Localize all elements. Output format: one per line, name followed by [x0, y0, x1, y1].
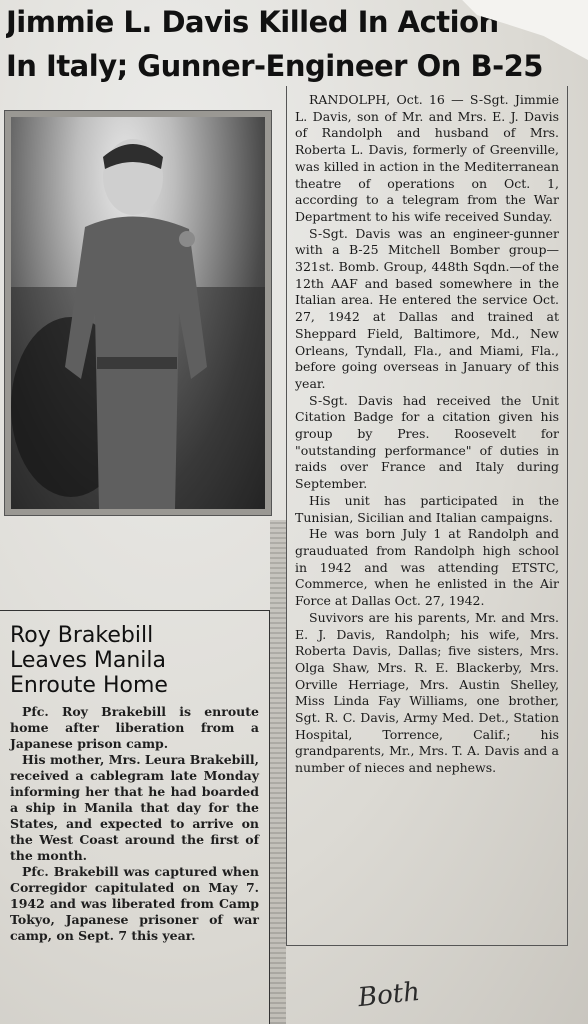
- headline-line: Enroute Home: [10, 673, 168, 698]
- paragraph: S-Sgt. Davis was an engineer-gunner with a B-25 Mitchell Bomber group—321st. Bomb. Group, 448th Sqdn.—of the 12th AAF and based somewhere in the Italian area. He entered the service Oct. 27, 1942 at Dallas and trained at Sheppard Field, Baltimore, Md., New Orleans, Tyndall, Fla., and Miami, Fla., before going overseas in January of this year.: [295, 225, 559, 391]
- paragraph: He was born July 1 at Randolph and grauduated from Randolph high school in 1942 and was attending ETSTC, Commerce, when he enlisted in the Air Force at Dallas Oct. 27, 1942.: [295, 526, 559, 609]
- paragraph: His mother, Mrs. Leura Brakebill, received a cablegram late Monday informing her that he had boarded a ship in Manila that day for the States, and expected to arrive on the West Coast around the first of the month.: [10, 752, 259, 863]
- davis-article-body: [286, 86, 568, 946]
- headline-line-1: Jimmie L. Davis Killed In Action: [6, 5, 499, 39]
- brakebill-headline: [10, 623, 259, 698]
- paragraph: Pfc. Roy Brakebill is enroute home after liberation from a Japanese prison camp.: [10, 704, 259, 751]
- brakebill-article-body: [10, 704, 259, 944]
- headline-line-2: In Italy; Gunner-Engineer On B-25: [6, 49, 543, 83]
- paragraph: Pfc. Brakebill was captured when Corregidor capitulated on May 7. 1942 and was liberated from Camp Tokyo, Japanese prisoner of war camp, on Sept. 7 this year.: [10, 864, 259, 943]
- headline-line: Leaves Manila: [10, 648, 167, 673]
- paragraph: Suvivors are his parents, Mr. and Mrs. E. J. Davis, Randolph; his wife, Mrs. Roberta Davis, Dallas; five sisters, Mrs. Olga Shaw, Mrs. R. E. Blackerby, Mrs. Orville Herriage, Mrs. Austin Shelley, Miss Linda Fay Williams, one brother, Sgt. R. C. Davis, Army Med. Det., Station Hospital, Torrence, Calif.; his grandparents, Mr., Mrs. T. A. Davis and a number of nieces and nephews.: [295, 609, 559, 776]
- paragraph: His unit has participated in the Tunisian, Sicilian and Italian campaigns.: [295, 492, 559, 525]
- soldier-figure: [11, 117, 265, 509]
- paragraph: RANDOLPH, Oct. 16 — S-Sgt. Jimmie L. Davis, son of Mr. and Mrs. E. J. Davis of Randolph and husband of Mrs. Roberta L. Davis, formerly of Greenville, was killed in action in the Mediterranean theatre of operations on Oct. 1, according to a telegram from the War Department to his wife received Sunday.: [295, 92, 559, 224]
- clipping-edge: [270, 520, 286, 1024]
- photo-image: [11, 117, 265, 509]
- soldier-photo: [4, 110, 272, 516]
- brakebill-article: [0, 610, 270, 1024]
- paragraph: S-Sgt. Davis had received the Unit Citation Badge for a citation given his group by Pres. Roosevelt for "outstanding performance" of duties in raids over France and Italy during September.: [295, 392, 559, 492]
- handwritten-note: Both: [356, 976, 422, 1014]
- headline-line: Roy Brakebill: [10, 623, 154, 648]
